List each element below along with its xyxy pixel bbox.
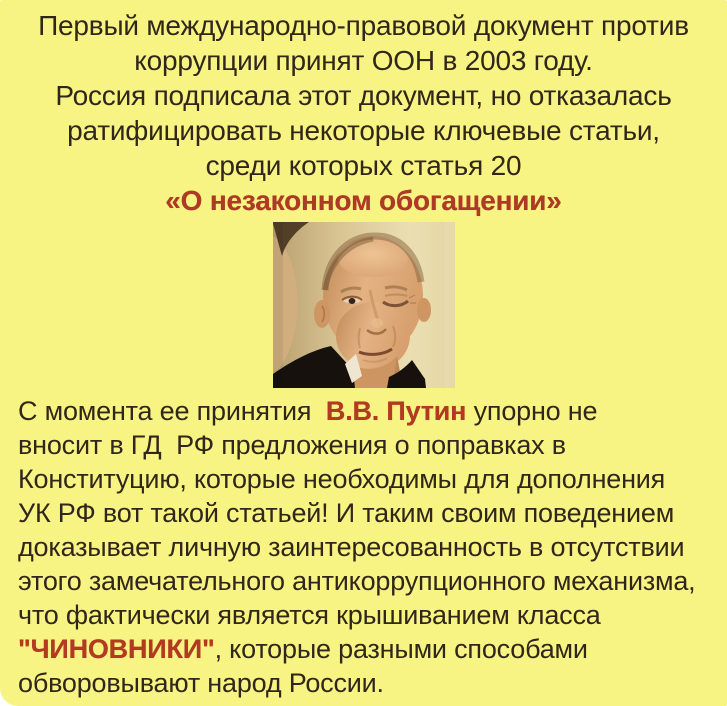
article-20-title: «О незаконном обогащении» bbox=[165, 185, 562, 216]
body-text: вносит в ГД РФ предложения о поправках в bbox=[18, 430, 566, 460]
body-text: этого замечательного антикоррупционного механизма, bbox=[18, 566, 696, 596]
intro-line-5: среди которых статья 20 bbox=[205, 150, 522, 181]
body-line-7 bbox=[18, 598, 717, 632]
chinovniki-highlight: "ЧИНОВНИКИ" bbox=[18, 634, 215, 664]
body-text: С момента ее принятия bbox=[18, 396, 326, 426]
body-text: Конституцию, которые необходимы для дополнения bbox=[18, 464, 666, 494]
body-line-3 bbox=[18, 462, 717, 496]
body-text: обворовывают народ России. bbox=[18, 668, 384, 698]
body-text: упорно не bbox=[466, 396, 598, 426]
putin-wink-photo bbox=[273, 222, 455, 388]
body-line-1 bbox=[18, 394, 717, 428]
body-line-8 bbox=[18, 632, 717, 666]
body-text: что фактически является крышиванием класса bbox=[18, 600, 601, 630]
putin-name-highlight: В.В. Путин bbox=[325, 396, 467, 426]
intro-line-3: Россия подписала этот документ, но отказалась bbox=[55, 80, 672, 111]
photo-container bbox=[0, 222, 727, 388]
intro-line-1: Первый международно-правовой документ против bbox=[38, 10, 689, 41]
intro-line-2: коррупции принят ООН в 2003 году. bbox=[134, 45, 593, 76]
body-text: УК РФ вот такой статьей! И таким своим поведением bbox=[18, 498, 675, 528]
body-line-2 bbox=[18, 428, 717, 462]
body-line-4 bbox=[18, 496, 717, 530]
body-line-9 bbox=[18, 666, 717, 700]
intro-line-4: ратифицировать некоторые ключевые статьи, bbox=[67, 115, 660, 146]
body-text-block bbox=[0, 388, 727, 700]
body-line-6 bbox=[18, 564, 717, 598]
body-text: , которые разными способами bbox=[214, 634, 588, 664]
body-line-5 bbox=[18, 530, 717, 564]
body-text: доказывает личную заинтересованность в отсутствии bbox=[18, 532, 685, 562]
intro-text-block bbox=[0, 0, 727, 218]
